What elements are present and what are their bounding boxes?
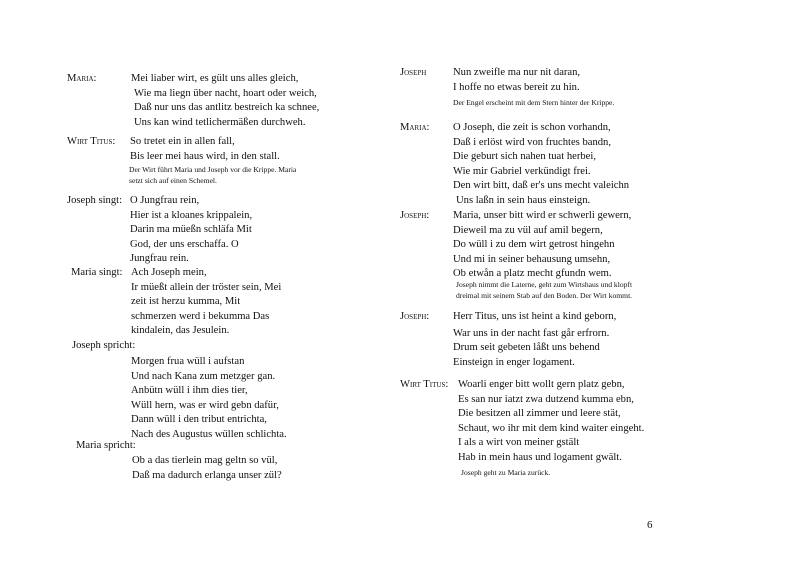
verse-line: Die geburt sich nahen tuat herbei,: [453, 151, 596, 163]
speaker-label: Maria:: [67, 73, 97, 84]
verse-line: Hab in mein haus und logament gwält.: [458, 451, 622, 463]
verse-block-maria-2: [400, 121, 660, 211]
verse-line: Wie mir Gabriel verkündigt frei.: [453, 165, 591, 177]
stage-direction-line: Joseph geht zu Maria zurück.: [461, 468, 551, 477]
verse-line: Daß i erlöst wird von fruchtes bandn,: [453, 136, 611, 148]
verse-line: Dieweil ma zu vül auf amil begern,: [453, 224, 603, 236]
verse-line: God, der uns erschaffa. O: [130, 238, 239, 250]
verse-line: Wie ma liegn über nacht, hoart oder weich,: [134, 87, 317, 99]
verse-block-joseph-spricht: [72, 339, 362, 439]
verse-line: Woarli enger bitt wollt gern platz gebn,: [458, 379, 625, 390]
verse-line: Und mi in seiner behausung umsehn,: [453, 253, 611, 265]
verse-line: Und nach Kana zum metzger gan.: [131, 370, 276, 382]
speaker-label: Wirt Titus:: [67, 136, 116, 147]
verse-line: schmerzen werd i bekumma Das: [131, 310, 270, 322]
verse-line: I hoffe no etwas bereit zu hin.: [453, 81, 580, 93]
stage-direction-line: setzt sich auf einen Schemel.: [129, 176, 217, 185]
verse-line: Daß nur uns das antlitz bestreich ka schnee,: [134, 102, 320, 114]
speaker-label: Joseph: [400, 67, 427, 78]
verse-line: O Joseph, die zeit is schon vorhandn,: [453, 122, 611, 133]
verse-line: Daß ma dadurch erlanga unser zül?: [132, 469, 282, 481]
verse-block-joseph-2: [400, 209, 660, 284]
verse-block-wirt-titus-2: [400, 378, 660, 468]
stage-direction-line: Der Wirt führt Maria und Joseph vor die Krippe. Maria: [129, 165, 297, 174]
verse-line: Maria, unser bitt wird er schwerli gewern,: [453, 210, 632, 221]
verse-line: zeit ist herzu kumma, Mit: [131, 296, 241, 308]
speaker-label: Joseph:: [400, 311, 430, 322]
verse-line: Ob etwån a platz mecht gfundn wem.: [453, 268, 612, 280]
verse-line: Ob a das tierlein mag geltn so vül,: [132, 455, 278, 466]
verse-line: Ir müeßt allein der tröster sein, Mei: [131, 281, 282, 293]
verse-line: Uns kan wind tetlichermäßen durchweh.: [134, 116, 306, 128]
speaker-label: Wirt Titus:: [400, 379, 449, 390]
verse-line: Bis leer mei haus wird, in den stall.: [130, 150, 280, 162]
verse-line: Morgen frua wüll i aufstan: [131, 356, 245, 367]
stage-direction: [461, 467, 550, 478]
page-number: 6: [647, 519, 653, 531]
stage-direction-line: dreimal mit seinem Stab auf den Boden. Der Wirt kommt.: [456, 291, 633, 300]
stage-direction: [129, 164, 296, 186]
verse-line: Hier ist a kloanes krippalein,: [130, 209, 253, 221]
verse-block-joseph-1: [400, 66, 660, 96]
speaker-label: Joseph spricht:: [72, 340, 136, 351]
speaker-label: Maria:: [400, 122, 430, 133]
verse-line: Drum seit gebeten låßt uns behend: [453, 342, 600, 354]
verse-block-maria-spricht: [76, 439, 366, 489]
verse-line: kindalein, das Jesulein.: [131, 325, 230, 337]
speaker-label: Joseph singt:: [67, 195, 123, 206]
verse-line: O Jungfrau rein,: [130, 195, 200, 206]
verse-line: Den wirt bitt, daß er's uns mecht valeichn: [453, 180, 630, 192]
speaker-label: Maria singt:: [71, 267, 123, 278]
verse-line: Es san nur iatzt zwa dutzend kumma ebn,: [458, 393, 634, 405]
verse-line: Wüll hern, was er wird gebn dafür,: [131, 399, 279, 411]
verse-line: Jungfrau rein.: [130, 253, 189, 265]
verse-line: Nun zweifle ma nur nit daran,: [453, 67, 581, 78]
verse-line: So tretet ein in allen fall,: [130, 136, 235, 147]
verse-line: Nach des Augustus wüllen schlichta.: [131, 428, 287, 440]
verse-line: Darin ma müeßn schläfa Mit: [130, 224, 252, 236]
verse-line: I als a wirt von meiner gstält: [458, 437, 580, 449]
verse-block-wirt-titus-1: [67, 135, 357, 165]
verse-line: Dann wüll i den tribut entrichta,: [131, 414, 267, 426]
stage-direction-line: Der Engel erscheint mit dem Stern hinter der Krippe.: [453, 98, 615, 107]
speaker-label: Joseph:: [400, 210, 430, 221]
stage-direction: [453, 97, 614, 108]
verse-line: Einsteign in enger logament.: [453, 356, 575, 368]
verse-line: Herr Titus, uns ist heint a kind geborn,: [453, 311, 617, 322]
stage-direction: [456, 279, 632, 301]
verse-line: Die besitzen all zimmer und leere stät,: [458, 408, 621, 420]
verse-line: War uns in der nacht fast går erfrorn.: [453, 327, 610, 339]
verse-line: Anbütn wüll i ihm dies tier,: [131, 385, 248, 397]
verse-line: Do wüll i zu dem wirt getrost hingehn: [453, 239, 615, 251]
verse-line: Uns laßn in sein haus einsteign.: [456, 194, 591, 206]
verse-line: Schaut, wo ihr mit dem kind waiter eingeht.: [458, 422, 645, 434]
verse-block-maria-singt: [71, 266, 361, 341]
verse-block-joseph-singt: [67, 194, 357, 269]
verse-line: Ach Joseph mein,: [131, 267, 207, 278]
speaker-label: Maria spricht:: [76, 440, 136, 451]
verse-block-joseph-3: [400, 310, 660, 370]
verse-line: Mei liaber wirt, es gült uns alles gleich,: [131, 73, 299, 84]
verse-block-maria-1: [67, 72, 357, 132]
stage-direction-line: Joseph nimmt die Laterne, geht zum Wirtshaus und klopft: [456, 280, 633, 289]
